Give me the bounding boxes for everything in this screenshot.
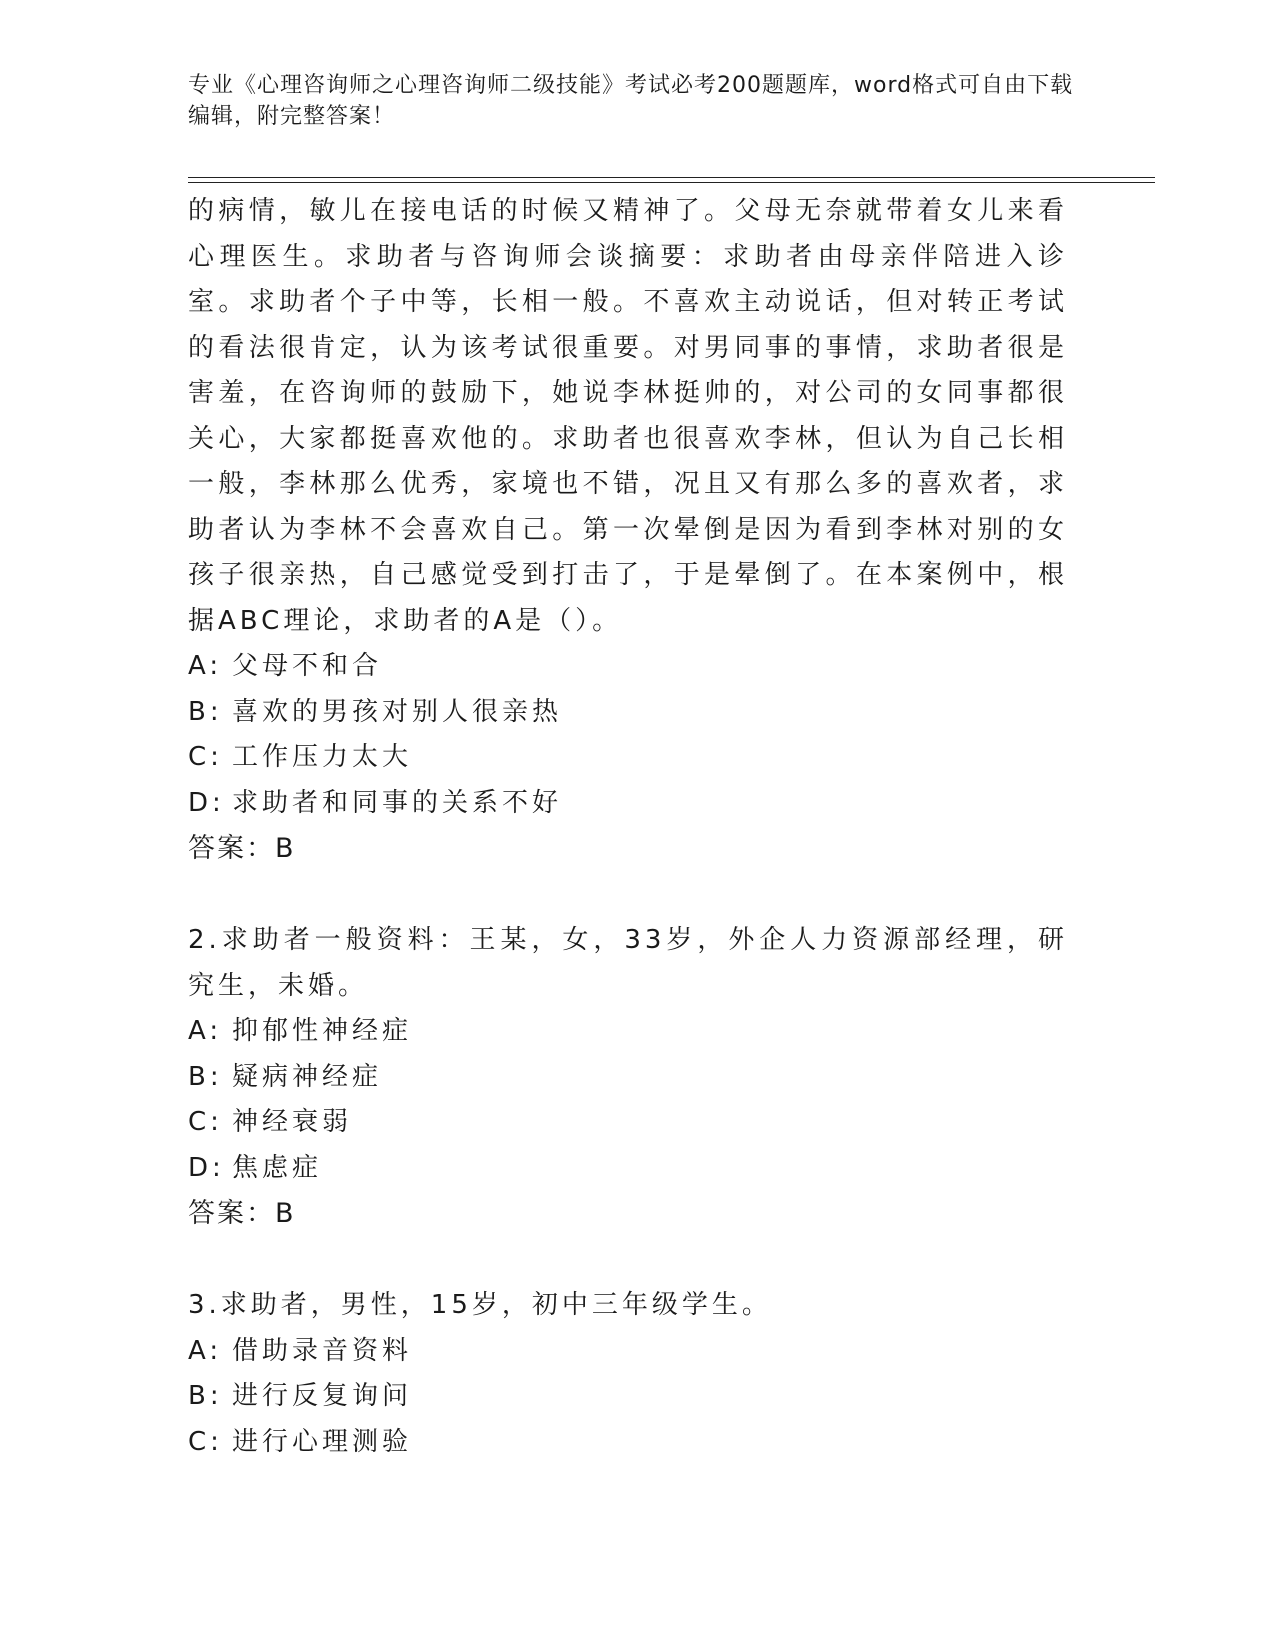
question-text: 2.求助者一般资料：王某，女，33岁，外企人力资源部经理，研究生，未婚。: [188, 925, 1068, 1001]
option-b: B: 进行反复询问: [188, 1381, 413, 1411]
question-3: [188, 1283, 1068, 1465]
option-c: C: 神经衰弱: [188, 1107, 353, 1137]
header-divider-top: [188, 177, 1155, 178]
question-2: [188, 918, 1068, 1237]
option-d: D: 求助者和同事的关系不好: [188, 787, 563, 818]
question-spacer: [188, 1237, 1068, 1283]
header-divider-bottom: [188, 182, 1155, 183]
option-d: D: 焦虑症: [188, 1152, 323, 1183]
question-list: [188, 189, 1068, 1465]
document-header: 专业《心理咨询师之心理咨询师二级技能》考试必考200题题库，word格式可自由下载编辑，附完整答案！: [188, 73, 1074, 129]
option-c: C: 工作压力太大: [188, 742, 413, 772]
question-text: 3.求助者，男性，15岁，初中三年级学生。: [188, 1290, 772, 1320]
option-b: B: 疑病神经症: [188, 1061, 383, 1092]
question-1: [188, 189, 1068, 872]
option-b: B: 喜欢的男孩对别人很亲热: [188, 696, 563, 727]
question-text: 的病情，敏儿在接电话的时候又精神了。父母无奈就带着女儿来看心理医生。求助者与咨询师会谈摘要：求助者由母亲伴陪进入诊室。求助者个子中等，长相一般。不喜欢主动说话，但对转正考试的看法很肯定，认为该考试很重要。对男同事的事情，求助者很是害羞，在咨询师的鼓励下，她说李林挺帅的，对公司的女同事都很关心，大家都挺喜欢他的。求助者也很喜欢李林，但认为自己长相一般，李林那么优秀，家境也不错，况且又有那么多的喜欢者，求助者认为李林不会喜欢自己。第一次晕倒是因为看到李林对别的女孩子很亲热，自己感觉受到打击了，于是晕倒了。在本案例中，根据ABC理论，求助者的A是（）。: [188, 196, 1068, 636]
question-spacer: [188, 872, 1068, 918]
option-c: C: 进行心理测验: [188, 1426, 413, 1457]
option-a: A: 父母不和合: [188, 651, 383, 681]
answer-line: 答案：B: [188, 1198, 296, 1229]
option-a: A: 借助录音资料: [188, 1335, 413, 1366]
answer-line: 答案：B: [188, 833, 296, 864]
option-a: A: 抑郁性神经症: [188, 1016, 413, 1046]
